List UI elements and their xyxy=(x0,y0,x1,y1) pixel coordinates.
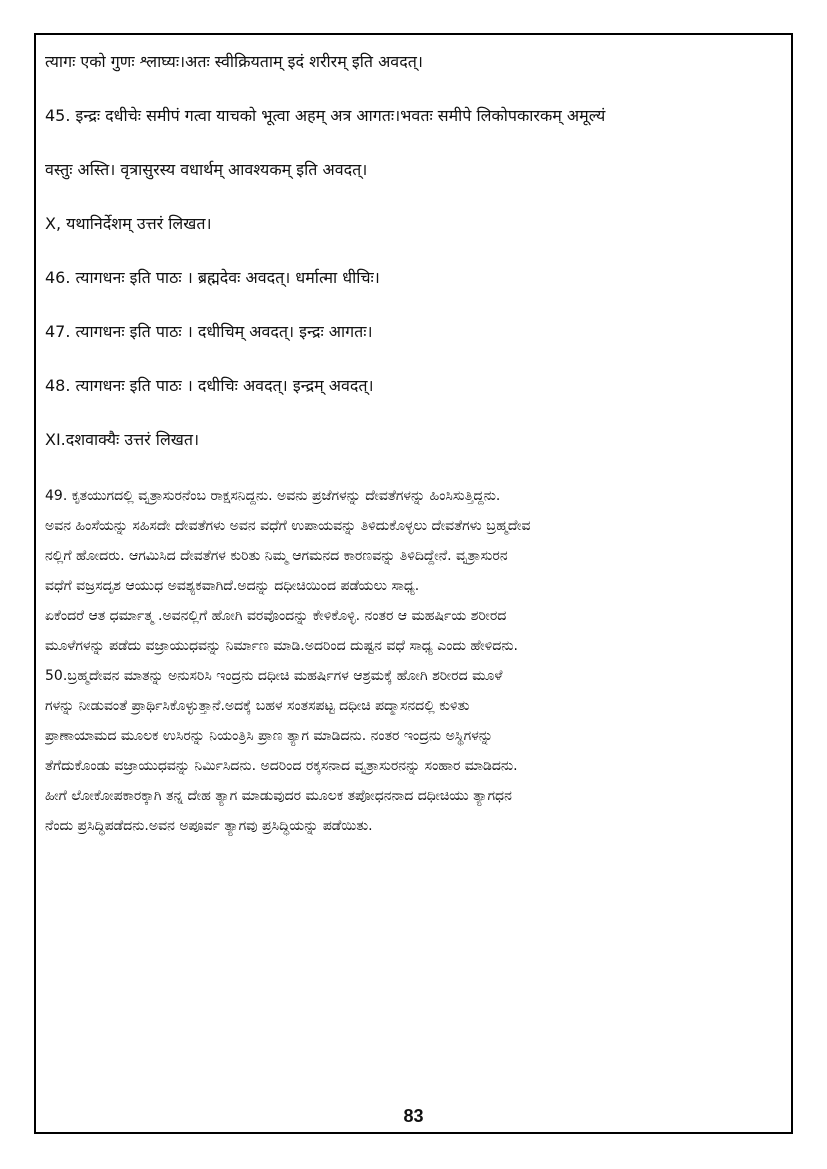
question-45-line-2: वस्तुः अस्ति। वृत्रासुरस्य वधार्थम् आवश्यकम् इति अवदत्। xyxy=(45,160,368,179)
paragraph-line: ಗಳನ್ನು ನೀಡುವಂತೆ ಪ್ರಾರ್ಥಿಸಿಕೊಳ್ಳುತ್ತಾನೆ.ಅದಕ್ಕೆ ಬಹಳ ಸಂತಸಪಟ್ಟ ದಧೀಚಿ ಪದ್ಮಾಸನದಲ್ಲಿ ಕುಳಿತು xyxy=(45,698,470,714)
paragraph-line: ತೆಗೆದುಕೊಂಡು ವಜ್ರಾಯುಧವನ್ನು ನಿರ್ಮಿಸಿದನು. ಅದರಿಂದ ರಕ್ಕಸನಾದ ವೃತ್ರಾಸುರನನ್ನು ಸಂಹಾರ ಮಾಡಿದನು. xyxy=(45,758,518,774)
paragraph-line: 50.ಬ್ರಹ್ಮದೇವನ ಮಾತನ್ನು ಅನುಸರಿಸಿ ಇಂದ್ರನು ದಧೀಚಿ ಮಹರ್ಷಿಗಳ ಆಶ್ರಮಕ್ಕೆ ಹೋಗಿ ಶರೀರದ ಮೂಳೆ xyxy=(45,668,503,684)
question-46: 46. त्यागधनः इति पाठः । ब्रह्मदेवः अवदत्। धर्मात्मा धीचिः। xyxy=(45,268,380,287)
paragraph-line: ವಧೆಗೆ ವಜ್ರಸದೃಶ ಆಯುಧ ಅವಶ್ಯಕವಾಗಿದೆ.ಅದನ್ನು ದಧೀಚಿಯಿಂದ ಪಡೆಯಲು ಸಾಧ್ಯ. xyxy=(45,578,420,594)
question-47: 47. त्यागधनः इति पाठः । दधीचिम् अवदत्। इन्द्रः आगतः। xyxy=(45,322,373,341)
paragraph-line: ಏಕೆಂದರೆ ಆತ ಧರ್ಮಾತ್ಮ .ಅವನಲ್ಲಿಗೆ ಹೋಗಿ ವರವೊಂದನ್ನು ಕೇಳಿಕೊಳ್ಳಿ. ನಂತರ ಆ ಮಹರ್ಷಿಯ ಶರೀರದ xyxy=(45,608,507,624)
paragraph-line: ಅವನ ಹಿಂಸೆಯನ್ನು ಸಹಿಸದೇ ದೇವತೆಗಳು ಅವನ ವಧೆಗೆ ಉಪಾಯವನ್ನು ತಿಳಿದುಕೊಳ್ಳಲು ದೇವತೆಗಳು ಬ್ರಹ್ಮದೇವ xyxy=(45,518,531,534)
paragraph-line: ನೆಂದು ಪ್ರಸಿದ್ಧಿಪಡೆದನು.ಅವನ ಅಪೂರ್ವ ತ್ಯಾಗವು ಪ್ರಸಿದ್ಧಿಯನ್ನು ಪಡೆಯಿತು. xyxy=(45,818,373,834)
paragraph-line: ಮೂಳೆಗಳನ್ನು ಪಡೆದು ವಜ್ರಾಯುಧವನ್ನು ನಿರ್ಮಾಣ ಮಾಡಿ.ಅದರಿಂದ ದುಷ್ಟನ ವಧೆ ಸಾಧ್ಯ ಎಂದು ಹೇಳಿದನು. xyxy=(45,638,519,654)
section-heading-x: X, यथानिर्देशम् उत्तरं लिखत। xyxy=(45,214,212,233)
paragraph-line: 49. ಕೃತಯುಗದಲ್ಲಿ ವೃತ್ರಾಸುರನೆಂಬ ರಾಕ್ಷಸನಿದ್ದನು. ಅವನು ಪ್ರಜೆಗಳನ್ನು ದೇವತೆಗಳನ್ನು ಹಿಂಸಿಸುತ್ತಿದ್ದನು. xyxy=(45,488,501,504)
kannada-answer-paragraph xyxy=(45,481,775,841)
question-48: 48. त्यागधनः इति पाठः । दधीचिः अवदत्। इन्द्रम् अवदत्। xyxy=(45,376,374,395)
question-45-line-1: 45. इन्द्रः दधीचेः समीपं गत्वा याचको भूत्वा अहम् अत्र आगतः।भवतः समीपे लिकोपकारकम् अमूल्यं xyxy=(45,106,606,125)
paragraph-line: ನಲ್ಲಿಗೆ ಹೋದರು. ಆಗಮಿಸಿದ ದೇವತೆಗಳ ಕುರಿತು ನಿಮ್ಮ ಆಗಮನದ ಕಾರಣವನ್ನು ತಿಳಿದಿದ್ದೇನೆ. ವೃತ್ರಾಸುರನ xyxy=(45,548,508,564)
page-content xyxy=(45,52,775,841)
paragraph-line: ಪ್ರಾಣಾಯಾಮದ ಮೂಲಕ ಉಸಿರನ್ನು ನಿಯಂತ್ರಿಸಿ ಪ್ರಾಣ ತ್ಯಾಗ ಮಾಡಿದನು. ನಂತರ ಇಂದ್ರನು ಅಸ್ಥಿಗಳನ್ನು xyxy=(45,728,493,744)
text-line: त्यागः एको गुणः श्लाघ्यः।अतः स्वीक्रियताम् इदं शरीरम् इति अवदत्। xyxy=(45,52,423,71)
page-number: 83 xyxy=(403,1106,424,1126)
paragraph-line: ಹೀಗೆ ಲೋಕೋಪಕಾರಕ್ಕಾಗಿ ತನ್ನ ದೇಹ ತ್ಯಾಗ ಮಾಡುವುದರ ಮೂಲಕ ತಪೋಧನನಾದ ದಧೀಚಿಯು ತ್ಯಾಗಧನ xyxy=(45,788,512,804)
section-heading-xi: XI.दशवाक्यैः उत्तरं लिखत। xyxy=(45,430,200,449)
